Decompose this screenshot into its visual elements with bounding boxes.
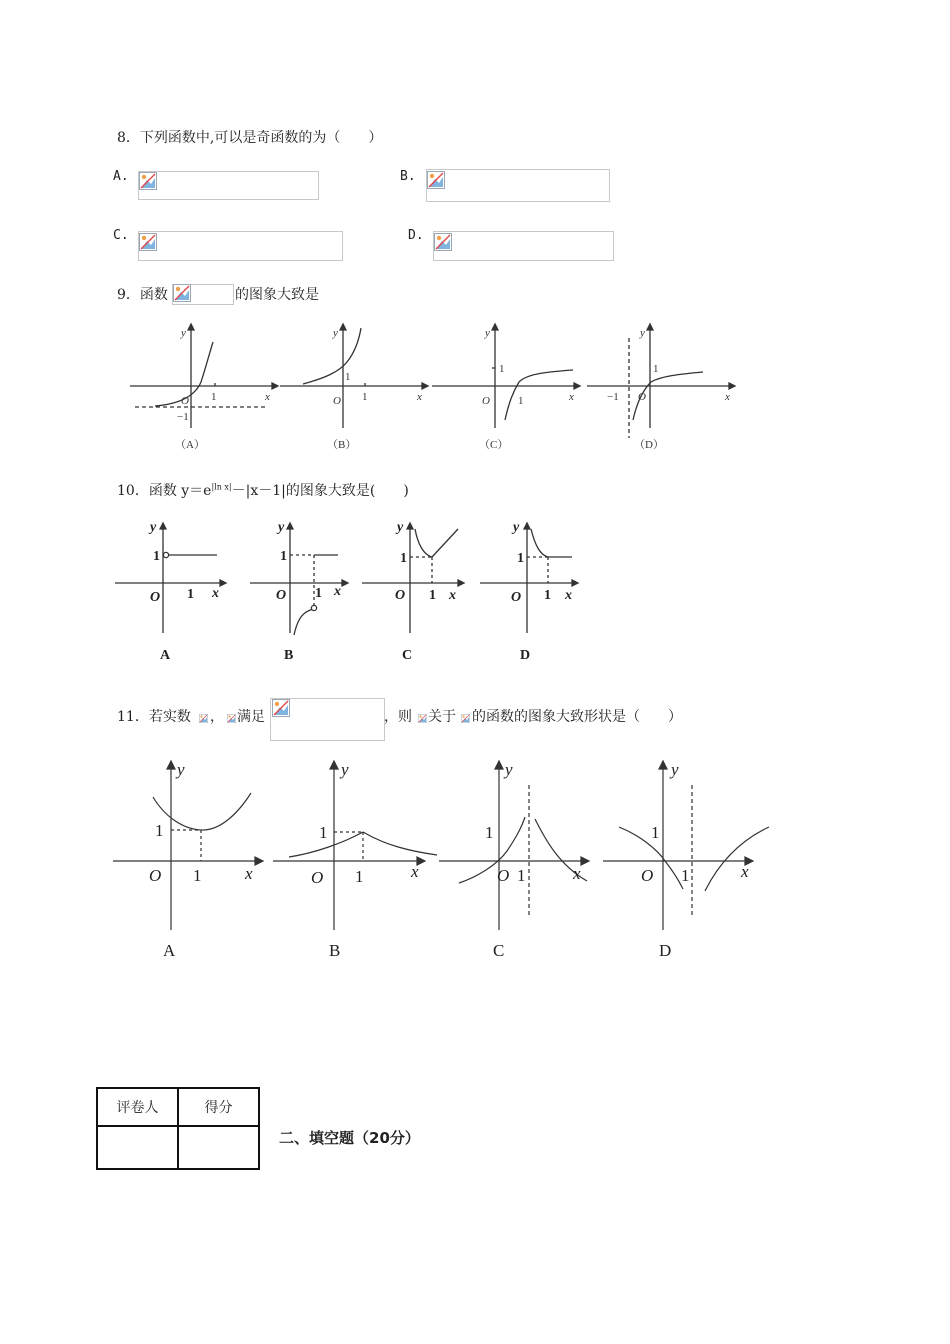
broken-image-icon (434, 233, 452, 251)
q9-label-c: （C） (479, 439, 509, 451)
q9-graph-b (280, 324, 428, 428)
svg-text:x: x (565, 588, 572, 603)
q11-graphs (105, 755, 775, 970)
q11-about: 关于 (428, 709, 456, 725)
q8-option-c-label: C. (113, 228, 129, 243)
svg-text:x: x (212, 586, 219, 601)
svg-text:1: 1 (653, 363, 659, 375)
score-table (96, 1087, 260, 1170)
svg-text:1: 1 (193, 866, 202, 885)
section-heading: 二、填空题（20分） (279, 1129, 420, 1147)
q11-graph-c (439, 761, 589, 930)
q10-label-a: A (160, 648, 171, 663)
svg-text:x: x (417, 391, 422, 403)
svg-text:1: 1 (153, 549, 160, 564)
svg-text:x: x (265, 391, 270, 403)
q10-graphs (110, 515, 590, 665)
q10-graph-c (362, 523, 464, 633)
svg-text:−1: −1 (607, 391, 619, 403)
svg-text:O: O (638, 391, 646, 403)
q11-label-c: C (493, 941, 505, 960)
q8-option-d-label: D. (408, 228, 424, 243)
svg-text:1: 1 (651, 823, 660, 842)
q11-prefix: 11．若实数 (117, 709, 191, 725)
broken-image-icon (461, 714, 470, 723)
q10-graph-d (480, 523, 578, 633)
svg-text:x: x (573, 864, 581, 883)
svg-text:1: 1 (315, 586, 322, 601)
svg-text:1: 1 (211, 391, 217, 403)
svg-text:O: O (333, 395, 341, 407)
svg-text:O: O (181, 395, 189, 407)
svg-text:y: y (513, 520, 520, 535)
q8-option-d-image (433, 231, 614, 261)
svg-text:x: x (334, 584, 341, 599)
svg-text:O: O (497, 866, 510, 885)
q10-graph-a (115, 523, 226, 633)
score-table-score-header: 得分 (178, 1088, 259, 1126)
q11-label-b: B (329, 941, 341, 960)
q10-label-c: C (402, 648, 413, 663)
svg-text:1: 1 (355, 867, 364, 886)
q10-label-d: D (520, 648, 531, 663)
svg-text:x: x (569, 391, 574, 403)
svg-text:x: x (411, 862, 419, 881)
svg-text:1: 1 (319, 823, 328, 842)
svg-text:y: y (341, 760, 349, 779)
q8-option-b-label: B. (400, 169, 416, 184)
svg-text:1: 1 (429, 588, 436, 603)
q10-label-b: B (284, 648, 294, 663)
svg-text:y: y (181, 327, 186, 339)
broken-image-icon (427, 171, 445, 189)
svg-text:y: y (278, 520, 285, 535)
score-table-grader-cell[interactable] (97, 1126, 178, 1169)
q9-graph-a (130, 324, 278, 428)
q10-stem: 10．函数 $y=e^{|ln x|}-|x-1|$的图象大致是( ) (117, 482, 409, 499)
svg-text:1: 1 (187, 587, 194, 602)
broken-image-icon (272, 699, 290, 717)
svg-text:1: 1 (517, 551, 524, 566)
q9-graph-c (432, 324, 580, 428)
score-table-grader-header: 评卷人 (97, 1088, 178, 1126)
q8-option-b-image (426, 169, 610, 202)
svg-text:x: x (725, 391, 730, 403)
q9-label-a: （A） (175, 439, 205, 451)
q11-end: 的函数的图象大致形状是（ ） (472, 709, 682, 725)
svg-text:1: 1 (544, 588, 551, 603)
q11-graph-a (113, 761, 263, 930)
broken-image-icon (227, 714, 236, 723)
svg-text:−1: −1 (177, 411, 189, 423)
q8-option-a-label: A. (113, 169, 129, 184)
svg-text:1: 1 (517, 866, 526, 885)
q11-graph-b (273, 761, 437, 930)
q11-comma: ， (210, 709, 224, 725)
q9-prefix: 9．函数 (117, 287, 168, 303)
q9-label-d: （D） (634, 439, 664, 451)
svg-text:y: y (397, 520, 404, 535)
svg-text:y: y (150, 520, 157, 535)
broken-image-icon (139, 233, 157, 251)
score-table-score-cell[interactable] (178, 1126, 259, 1169)
svg-text:O: O (150, 590, 161, 605)
svg-text:1: 1 (681, 866, 690, 885)
svg-text:1: 1 (485, 823, 494, 842)
svg-text:O: O (482, 395, 490, 407)
svg-text:1: 1 (400, 551, 407, 566)
q11-graph-d (603, 761, 769, 930)
q8-stem: 8．下列函数中,可以是奇函数的为（ ） (117, 130, 383, 146)
svg-text:y: y (671, 760, 679, 779)
svg-text:O: O (276, 588, 287, 603)
q11-label-a: A (163, 941, 176, 960)
svg-text:x: x (741, 862, 749, 881)
q8-option-a-image (138, 171, 319, 200)
svg-text:x: x (245, 864, 253, 883)
svg-text:1: 1 (362, 391, 368, 403)
q9-suffix: 的图象大致是 (235, 287, 319, 303)
svg-text:1: 1 (499, 363, 505, 375)
svg-text:O: O (641, 866, 654, 885)
q9-label-b: （B） (327, 439, 357, 451)
svg-text:O: O (149, 866, 162, 885)
broken-image-icon (418, 714, 427, 723)
q11-label-d: D (659, 941, 672, 960)
broken-image-icon (139, 172, 157, 190)
q8-option-c-image (138, 231, 343, 261)
svg-text:y: y (485, 327, 490, 339)
q9-graph-d (587, 324, 735, 438)
svg-text:1: 1 (280, 549, 287, 564)
q11-after: ，则 (384, 709, 412, 725)
svg-text:1: 1 (155, 821, 164, 840)
q11-mid: 满足 (237, 709, 265, 725)
svg-text:1: 1 (518, 395, 524, 407)
svg-text:y: y (177, 760, 185, 779)
q9-graphs (125, 320, 740, 460)
svg-text:x: x (449, 588, 456, 603)
q10-graph-b (250, 523, 348, 635)
svg-text:O: O (311, 868, 324, 887)
svg-text:O: O (395, 588, 406, 603)
broken-image-icon (173, 284, 191, 302)
svg-text:y: y (333, 327, 338, 339)
svg-text:y: y (640, 327, 645, 339)
broken-image-icon (199, 714, 208, 723)
svg-text:y: y (505, 760, 513, 779)
svg-text:1: 1 (345, 371, 351, 383)
svg-text:O: O (511, 590, 522, 605)
